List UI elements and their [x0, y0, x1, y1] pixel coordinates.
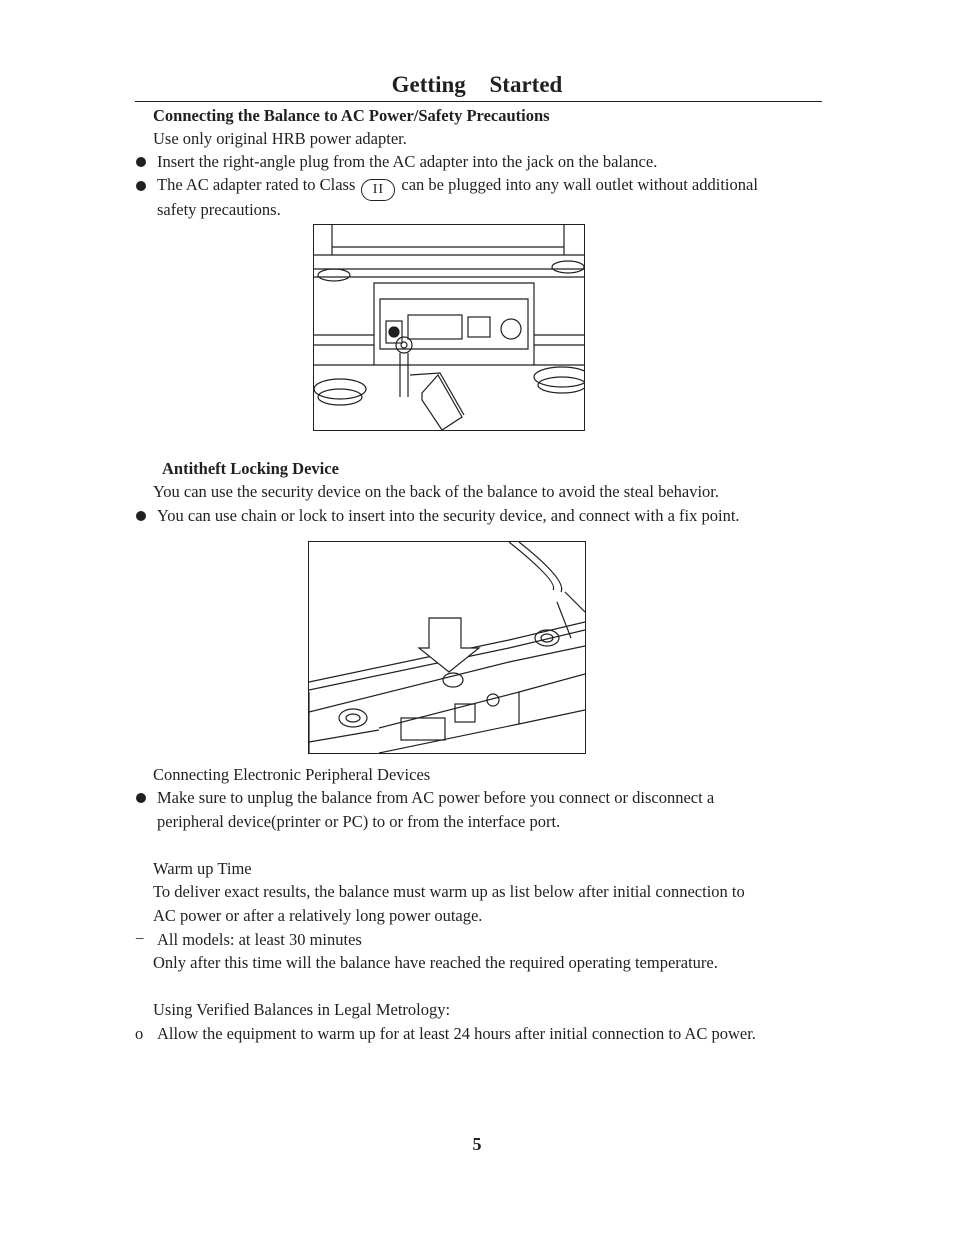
power-intro: Use only original HRB power adapter.: [153, 129, 407, 148]
peripheral-bullet-1-line2: peripheral device(printer or PC) to or from the interface port.: [157, 812, 561, 831]
section-heading-power: Connecting the Balance to AC Power/Safety Precautions: [153, 106, 550, 125]
antitheft-bullet-1: You can use chain or lock to insert into the security device, and connect with a fix point.: [157, 506, 740, 525]
section-heading-warmup: Warm up Time: [153, 859, 252, 878]
warmup-line-1: To deliver exact results, the balance must warm up as list below after initial connection to: [153, 882, 745, 901]
power-bullet-2-line2: safety precautions.: [157, 200, 281, 219]
section-heading-legal: Using Verified Balances in Legal Metrology:: [153, 1000, 451, 1019]
power-jack-illustration: [313, 224, 585, 431]
legal-item: Allow the equipment to warm up for at least 24 hours after initial connection to AC power.: [157, 1024, 756, 1043]
warmup-line-3: Only after this time will the balance have reached the required operating temperature.: [153, 953, 718, 972]
warmup-dash-item: All models: at least 30 minutes: [157, 930, 362, 949]
section-heading-peripheral: Connecting Electronic Peripheral Devices: [153, 765, 431, 784]
circle-marker-icon: o: [135, 1024, 144, 1043]
power-bullet-2-part1: The AC adapter rated to Class: [157, 175, 356, 194]
bullet-icon: [136, 511, 146, 521]
bullet-icon: [136, 793, 146, 803]
power-bullet-1: Insert the right-angle plug from the AC adapter into the jack on the balance.: [157, 152, 658, 171]
section-heading-antitheft: Antitheft Locking Device: [162, 459, 339, 478]
power-bullet-2-part2: can be plugged into any wall outlet without additional: [401, 175, 758, 194]
page-number: 5: [472, 1134, 482, 1154]
antitheft-intro: You can use the security device on the back of the balance to avoid the steal behavior.: [153, 482, 720, 501]
security-slot-illustration: [308, 541, 586, 754]
power-bullet-2: [157, 175, 758, 201]
bullet-icon: [136, 181, 146, 191]
page-title: Getting Started: [391, 72, 563, 97]
dash-marker-icon: −: [135, 929, 145, 948]
warmup-line-2: AC power or after a relatively long power outage.: [153, 906, 483, 925]
peripheral-bullet-1-line1: Make sure to unplug the balance from AC power before you connect or disconnect a: [157, 788, 715, 807]
bullet-icon: [136, 157, 146, 167]
title-rule: [135, 101, 822, 102]
class-ii-symbol-icon: II: [361, 179, 395, 201]
